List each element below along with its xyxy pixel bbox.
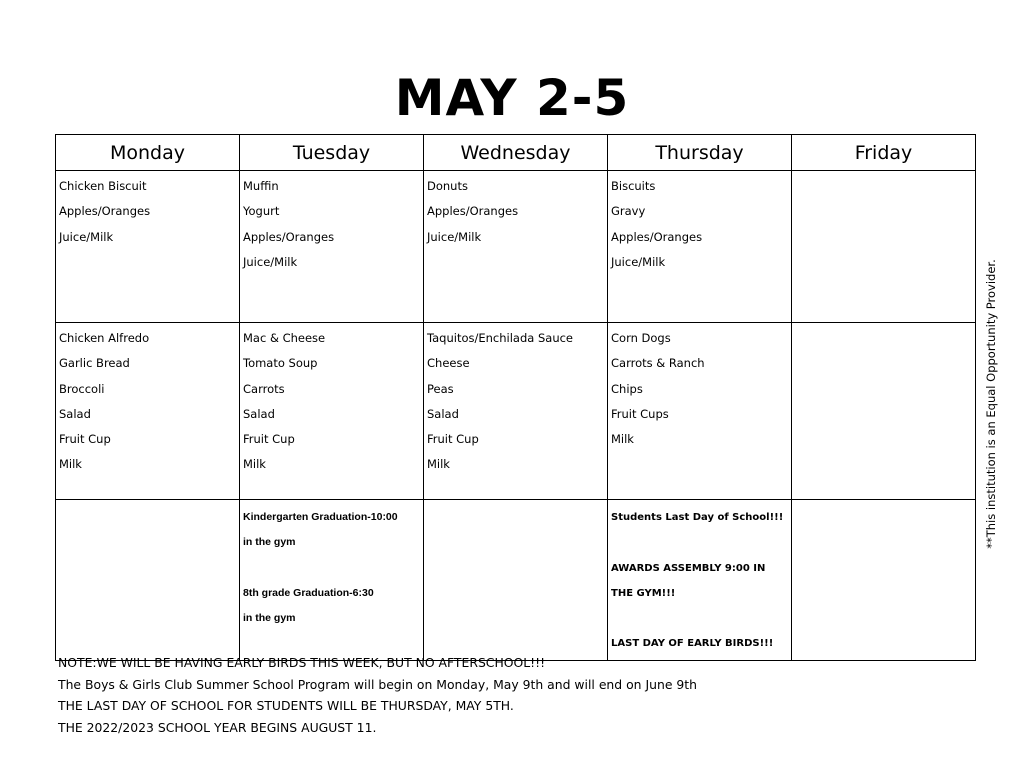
menu-table (55, 134, 976, 661)
breakfast-thursday (608, 171, 792, 323)
breakfast-friday (792, 171, 976, 323)
menu-item: Milk (611, 432, 634, 447)
lunch-friday (792, 323, 976, 500)
day-header-friday: Friday (792, 135, 976, 171)
note-line: THE LAST DAY OF SCHOOL FOR STUDENTS WILL BE THURSDAY, MAY 5TH. (58, 698, 514, 713)
menu-item: Milk (243, 457, 266, 472)
note-line: The Boys & Girls Club Summer School Program will begin on Monday, May 9th and will end on June 9th (58, 676, 697, 692)
event-line: 8th grade Graduation-6:30 (243, 586, 374, 599)
event-line: LAST DAY OF EARLY BIRDS!!! (611, 638, 774, 650)
events-friday (792, 500, 976, 661)
lunch-monday (56, 323, 240, 500)
menu-item: Apples/Oranges (59, 204, 151, 219)
menu-item: Apples/Oranges (427, 204, 519, 219)
menu-item: Peas (427, 381, 454, 396)
menu-item: Muffin (243, 179, 279, 193)
day-header-thursday: Thursday (608, 135, 792, 171)
menu-item: Fruit Cup (59, 432, 111, 447)
menu-item: Salad (59, 406, 91, 421)
menu-item: Chicken Alfredo (59, 331, 150, 345)
event-line (611, 609, 791, 634)
menu-item: Chips (611, 381, 643, 396)
breakfast-tuesday (240, 171, 424, 323)
menu-item: Fruit Cup (243, 432, 295, 447)
breakfast-row (56, 171, 976, 323)
menu-item: Broccoli (59, 381, 105, 396)
equal-opportunity-text: **This institution is an Equal Opportunity Provider. (984, 259, 998, 549)
lunch-row (56, 323, 976, 500)
header-row (56, 135, 976, 171)
page-title: MAY 2-5 (394, 69, 630, 127)
notes-section (58, 653, 697, 739)
day-header-monday: Monday (56, 135, 240, 171)
menu-item: Milk (59, 457, 82, 472)
menu-item: Milk (427, 457, 450, 472)
menu-item: Fruit Cups (611, 406, 669, 421)
events-wednesday (424, 500, 608, 661)
events-thursday (608, 500, 792, 661)
menu-item: Biscuits (611, 179, 656, 193)
event-line (243, 559, 423, 584)
menu-item: Carrots (243, 381, 285, 396)
event-line: in the gym (243, 536, 296, 549)
menu-item: Juice/Milk (243, 254, 298, 269)
event-line: Kindergarten Graduation-10:00 (243, 511, 398, 523)
event-line: THE GYM!!! (611, 587, 676, 599)
menu-item: Donuts (427, 179, 468, 193)
event-line (611, 533, 791, 558)
note-line: THE 2022/2023 SCHOOL YEAR BEGINS AUGUST 11. (58, 719, 377, 735)
menu-item: Juice/Milk (427, 229, 482, 244)
menu-item: Chicken Biscuit (59, 179, 147, 193)
menu-item: Garlic Bread (59, 356, 130, 371)
menu-item: Taquitos/Enchilada Sauce (427, 331, 574, 345)
breakfast-wednesday (424, 171, 608, 323)
menu-item: Corn Dogs (611, 331, 671, 345)
event-line: Students Last Day of School!!! (611, 512, 784, 523)
menu-item: Yogurt (243, 204, 280, 219)
lunch-wednesday (424, 323, 608, 500)
menu-item: Juice/Milk (59, 229, 114, 244)
menu-item: Carrots & Ranch (611, 356, 705, 371)
menu-item: Apples/Oranges (243, 229, 335, 244)
lunch-tuesday (240, 323, 424, 500)
menu-item: Tomato Soup (243, 356, 318, 371)
menu-item: Apples/Oranges (611, 229, 703, 244)
event-line: AWARDS ASSEMBLY 9:00 IN (611, 562, 766, 574)
menu-item: Gravy (611, 204, 646, 219)
day-header-tuesday: Tuesday (240, 135, 424, 171)
event-line: in the gym (243, 612, 296, 625)
menu-item: Juice/Milk (611, 254, 666, 269)
note-line: NOTE:WE WILL BE HAVING EARLY BIRDS THIS WEEK, BUT NO AFTERSCHOOL!!! (58, 655, 546, 670)
events-row (56, 500, 976, 661)
menu-item: Fruit Cup (427, 432, 479, 447)
day-header-wednesday: Wednesday (424, 135, 608, 171)
menu-item: Salad (243, 406, 275, 421)
events-tuesday (240, 500, 424, 661)
lunch-thursday (608, 323, 792, 500)
events-monday (56, 500, 240, 661)
menu-item: Cheese (427, 356, 470, 371)
breakfast-monday (56, 171, 240, 323)
menu-item: Salad (427, 406, 459, 421)
menu-item: Mac & Cheese (243, 331, 326, 345)
